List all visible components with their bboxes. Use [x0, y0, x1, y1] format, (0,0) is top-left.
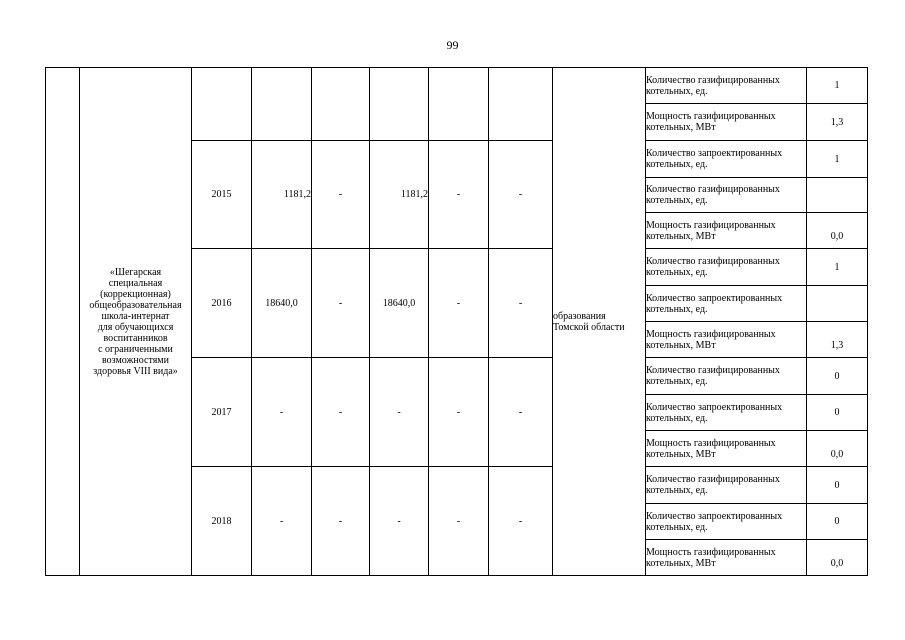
- program-table: [45, 67, 868, 576]
- organization-line: с ограниченными: [98, 343, 173, 355]
- federal-cell: -: [312, 358, 370, 467]
- indicator-value: 1,3: [807, 322, 868, 358]
- year-cell: 2016: [192, 249, 252, 358]
- indicator-label: Количество запроектированных котельных, ед.: [646, 286, 807, 322]
- responsible-line: Томской области: [553, 321, 625, 333]
- indicator-value: 1: [807, 68, 868, 104]
- organization-line: воспитанников: [103, 332, 168, 344]
- indicator-value: 1: [807, 249, 868, 286]
- indicator-value: 1,3: [807, 104, 868, 141]
- other-cell: -: [489, 358, 553, 467]
- organization-line: специальная: [108, 277, 163, 289]
- indicator-label: Количество газифицированных котельных, ед.: [646, 358, 807, 395]
- federal-cell: -: [312, 249, 370, 358]
- indicator-value: 0,0: [807, 213, 868, 249]
- total-cell: 1181,2: [252, 141, 312, 249]
- responsible-cell: [553, 68, 646, 576]
- table-row: [46, 68, 868, 104]
- indicator-value: 0,0: [807, 431, 868, 467]
- indicator-label: Мощность газифицированных котельных, МВт: [646, 431, 807, 467]
- indicator-value: 0: [807, 395, 868, 431]
- indicator-label: Количество газифицированных котельных, ед.: [646, 68, 807, 104]
- organization-line: возможностями: [101, 354, 169, 366]
- responsible-line: образования: [553, 310, 606, 322]
- indicator-label: Количество газифицированных котельных, ед.: [646, 467, 807, 504]
- organization-line: (коррекционная): [100, 288, 171, 300]
- indicator-value: 0: [807, 358, 868, 395]
- regional-cell: 18640,0: [370, 249, 429, 358]
- indicator-value: [807, 286, 868, 322]
- indicator-label: Мощность газифицированных котельных, МВт: [646, 213, 807, 249]
- other-cell: -: [489, 249, 553, 358]
- indicator-value: 0: [807, 467, 868, 504]
- organization-cell: [80, 68, 192, 576]
- year-cell: 2015: [192, 141, 252, 249]
- year-cell: 2018: [192, 467, 252, 576]
- indicator-label: Количество газифицированных котельных, ед.: [646, 249, 807, 286]
- indicator-value: 0,0: [807, 540, 868, 576]
- regional-cell: 1181,2: [370, 141, 429, 249]
- organization-line: «Шегарская: [109, 266, 162, 278]
- organization-line: здоровья VIII вида»: [93, 365, 178, 377]
- indicator-label: Мощность газифицированных котельных, МВт: [646, 104, 807, 141]
- indicator-value: [807, 178, 868, 213]
- regional-cell: -: [370, 467, 429, 576]
- local-cell: -: [429, 249, 489, 358]
- organization-line: для обучающихся: [97, 321, 174, 333]
- indicator-label: Мощность газифицированных котельных, МВт: [646, 540, 807, 576]
- total-cell: 18640,0: [252, 249, 312, 358]
- regional-cell-blank: [370, 68, 429, 141]
- federal-cell-blank: [312, 68, 370, 141]
- other-cell-blank: [489, 68, 553, 141]
- organization-line: школа-интернат: [101, 310, 170, 322]
- federal-cell: -: [312, 141, 370, 249]
- index-cell: [46, 68, 80, 576]
- indicator-label: Количество запроектированных котельных, ед.: [646, 395, 807, 431]
- local-cell: -: [429, 358, 489, 467]
- organization-line: общеобразовательная: [89, 299, 182, 311]
- indicator-value: 0: [807, 504, 868, 540]
- total-cell-blank: [252, 68, 312, 141]
- total-cell: -: [252, 358, 312, 467]
- indicator-label: Мощность газифицированных котельных, МВт: [646, 322, 807, 358]
- indicator-value: 1: [807, 141, 868, 178]
- local-cell: -: [429, 467, 489, 576]
- indicator-label: Количество газифицированных котельных, ед.: [646, 178, 807, 213]
- other-cell: -: [489, 467, 553, 576]
- regional-cell: -: [370, 358, 429, 467]
- other-cell: -: [489, 141, 553, 249]
- page-number: 99: [446, 38, 459, 52]
- year-cell-blank: [192, 68, 252, 141]
- indicator-label: Количество запроектированных котельных, ед.: [646, 141, 807, 178]
- year-cell: 2017: [192, 358, 252, 467]
- indicator-label: Количество запроектированных котельных, ед.: [646, 504, 807, 540]
- local-cell-blank: [429, 68, 489, 141]
- total-cell: -: [252, 467, 312, 576]
- local-cell: -: [429, 141, 489, 249]
- federal-cell: -: [312, 467, 370, 576]
